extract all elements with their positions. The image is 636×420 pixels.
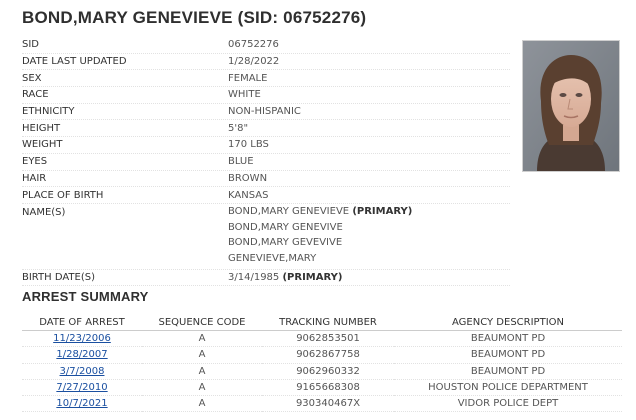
tracking-number-cell: 9062867758 bbox=[262, 347, 394, 363]
detail-label: HEIGHT bbox=[22, 122, 61, 134]
agency-cell: VIDOR POLICE DEPT bbox=[394, 396, 622, 412]
agency-cell: BEAUMONT PD bbox=[394, 331, 622, 347]
detail-label: ETHNICITY bbox=[22, 106, 75, 118]
page-title: BOND,MARY GENEVIEVE (SID: 06752276) bbox=[22, 8, 367, 27]
detail-value-list bbox=[228, 207, 510, 267]
tracking-number-cell: 9062960332 bbox=[262, 363, 394, 379]
arrest-date-cell bbox=[22, 396, 142, 412]
detail-label: EYES bbox=[22, 156, 48, 168]
detail-row-ethnicity bbox=[22, 104, 510, 121]
person-photo-icon bbox=[523, 41, 619, 171]
sequence-code-cell: A bbox=[142, 331, 262, 347]
name-entry bbox=[228, 204, 510, 220]
name-entry: GENEVIEVE,MARY bbox=[228, 252, 317, 264]
detail-label: WEIGHT bbox=[22, 139, 63, 151]
arrest-date-link[interactable]: 3/7/2008 bbox=[59, 365, 105, 377]
column-header-date-of-arrest: DATE OF ARREST bbox=[22, 315, 142, 331]
column-header-tracking-number: TRACKING NUMBER bbox=[262, 315, 394, 331]
agency-cell: BEAUMONT PD bbox=[394, 363, 622, 379]
detail-value: NON-HISPANIC bbox=[228, 106, 301, 118]
detail-label: PLACE OF BIRTH bbox=[22, 189, 104, 201]
detail-row-race bbox=[22, 87, 510, 104]
detail-value bbox=[228, 272, 510, 283]
arrest-summary-table bbox=[22, 315, 622, 412]
detail-label: HAIR bbox=[22, 172, 47, 184]
detail-row-eyes bbox=[22, 154, 510, 171]
mugshot-photo bbox=[522, 40, 620, 172]
agency-cell: HOUSTON POLICE DEPARTMENT bbox=[394, 379, 622, 395]
detail-row-birth-dates bbox=[22, 270, 510, 287]
detail-label: BIRTH DATE(S) bbox=[22, 271, 96, 283]
arrest-date-link[interactable]: 11/23/2006 bbox=[53, 333, 111, 345]
table-row bbox=[22, 379, 622, 395]
sequence-code-cell: A bbox=[142, 347, 262, 363]
table-row bbox=[22, 331, 622, 347]
arrest-date-cell bbox=[22, 347, 142, 363]
arrest-date-cell bbox=[22, 363, 142, 379]
detail-label: RACE bbox=[22, 89, 49, 101]
detail-value: KANSAS bbox=[228, 189, 269, 201]
primary-tag: (PRIMARY) bbox=[282, 271, 343, 283]
column-header-agency-description: AGENCY DESCRIPTION bbox=[394, 315, 622, 331]
agency-cell: BEAUMONT PD bbox=[394, 347, 622, 363]
table-row bbox=[22, 363, 622, 379]
detail-row-height bbox=[22, 120, 510, 137]
tracking-number-cell: 9165668308 bbox=[262, 379, 394, 395]
arrest-date-cell bbox=[22, 331, 142, 347]
table-header-row bbox=[22, 315, 622, 331]
tracking-number-cell: 9062853501 bbox=[262, 331, 394, 347]
detail-row-place-of-birth bbox=[22, 187, 510, 204]
sequence-code-cell: A bbox=[142, 396, 262, 412]
person-details bbox=[22, 37, 510, 286]
detail-label: DATE LAST UPDATED bbox=[22, 56, 127, 68]
detail-label: NAME(S) bbox=[22, 206, 66, 218]
arrest-date-link[interactable]: 1/28/2007 bbox=[56, 349, 108, 361]
tracking-number-cell: 930340467X bbox=[262, 396, 394, 412]
detail-value: 06752276 bbox=[228, 39, 279, 51]
column-header-sequence-code: SEQUENCE CODE bbox=[142, 315, 262, 331]
primary-tag: (PRIMARY) bbox=[352, 205, 413, 217]
detail-value: BLUE bbox=[228, 156, 254, 168]
detail-value: WHITE bbox=[228, 89, 261, 101]
table-row bbox=[22, 396, 622, 412]
arrest-date-link[interactable]: 7/27/2010 bbox=[56, 382, 108, 394]
table-row bbox=[22, 347, 622, 363]
detail-row-sex bbox=[22, 70, 510, 87]
detail-row-sid bbox=[22, 37, 510, 54]
detail-row-names bbox=[22, 204, 510, 270]
name-entry: BOND,MARY GENEVIVE bbox=[228, 221, 343, 233]
detail-label: SEX bbox=[22, 72, 42, 84]
arrest-date-cell bbox=[22, 379, 142, 395]
detail-row-hair bbox=[22, 171, 510, 188]
name-entry: BOND,MARY GEVEVIVE bbox=[228, 237, 343, 249]
detail-label: SID bbox=[22, 39, 39, 51]
detail-value: BROWN bbox=[228, 172, 268, 184]
sequence-code-cell: A bbox=[142, 379, 262, 395]
detail-row-date-last-updated bbox=[22, 54, 510, 71]
detail-value: 1/28/2022 bbox=[228, 56, 280, 68]
arrest-summary-title: ARREST SUMMARY bbox=[22, 289, 149, 304]
birth-date-text: 3/14/1985 bbox=[228, 271, 280, 283]
detail-value: FEMALE bbox=[228, 72, 268, 84]
detail-value: 170 LBS bbox=[228, 139, 269, 151]
name-text: BOND,MARY GENEVIEVE bbox=[228, 205, 350, 217]
sequence-code-cell: A bbox=[142, 363, 262, 379]
detail-value: 5'8" bbox=[228, 122, 249, 134]
arrest-date-link[interactable]: 10/7/2021 bbox=[56, 398, 108, 410]
detail-row-weight bbox=[22, 137, 510, 154]
